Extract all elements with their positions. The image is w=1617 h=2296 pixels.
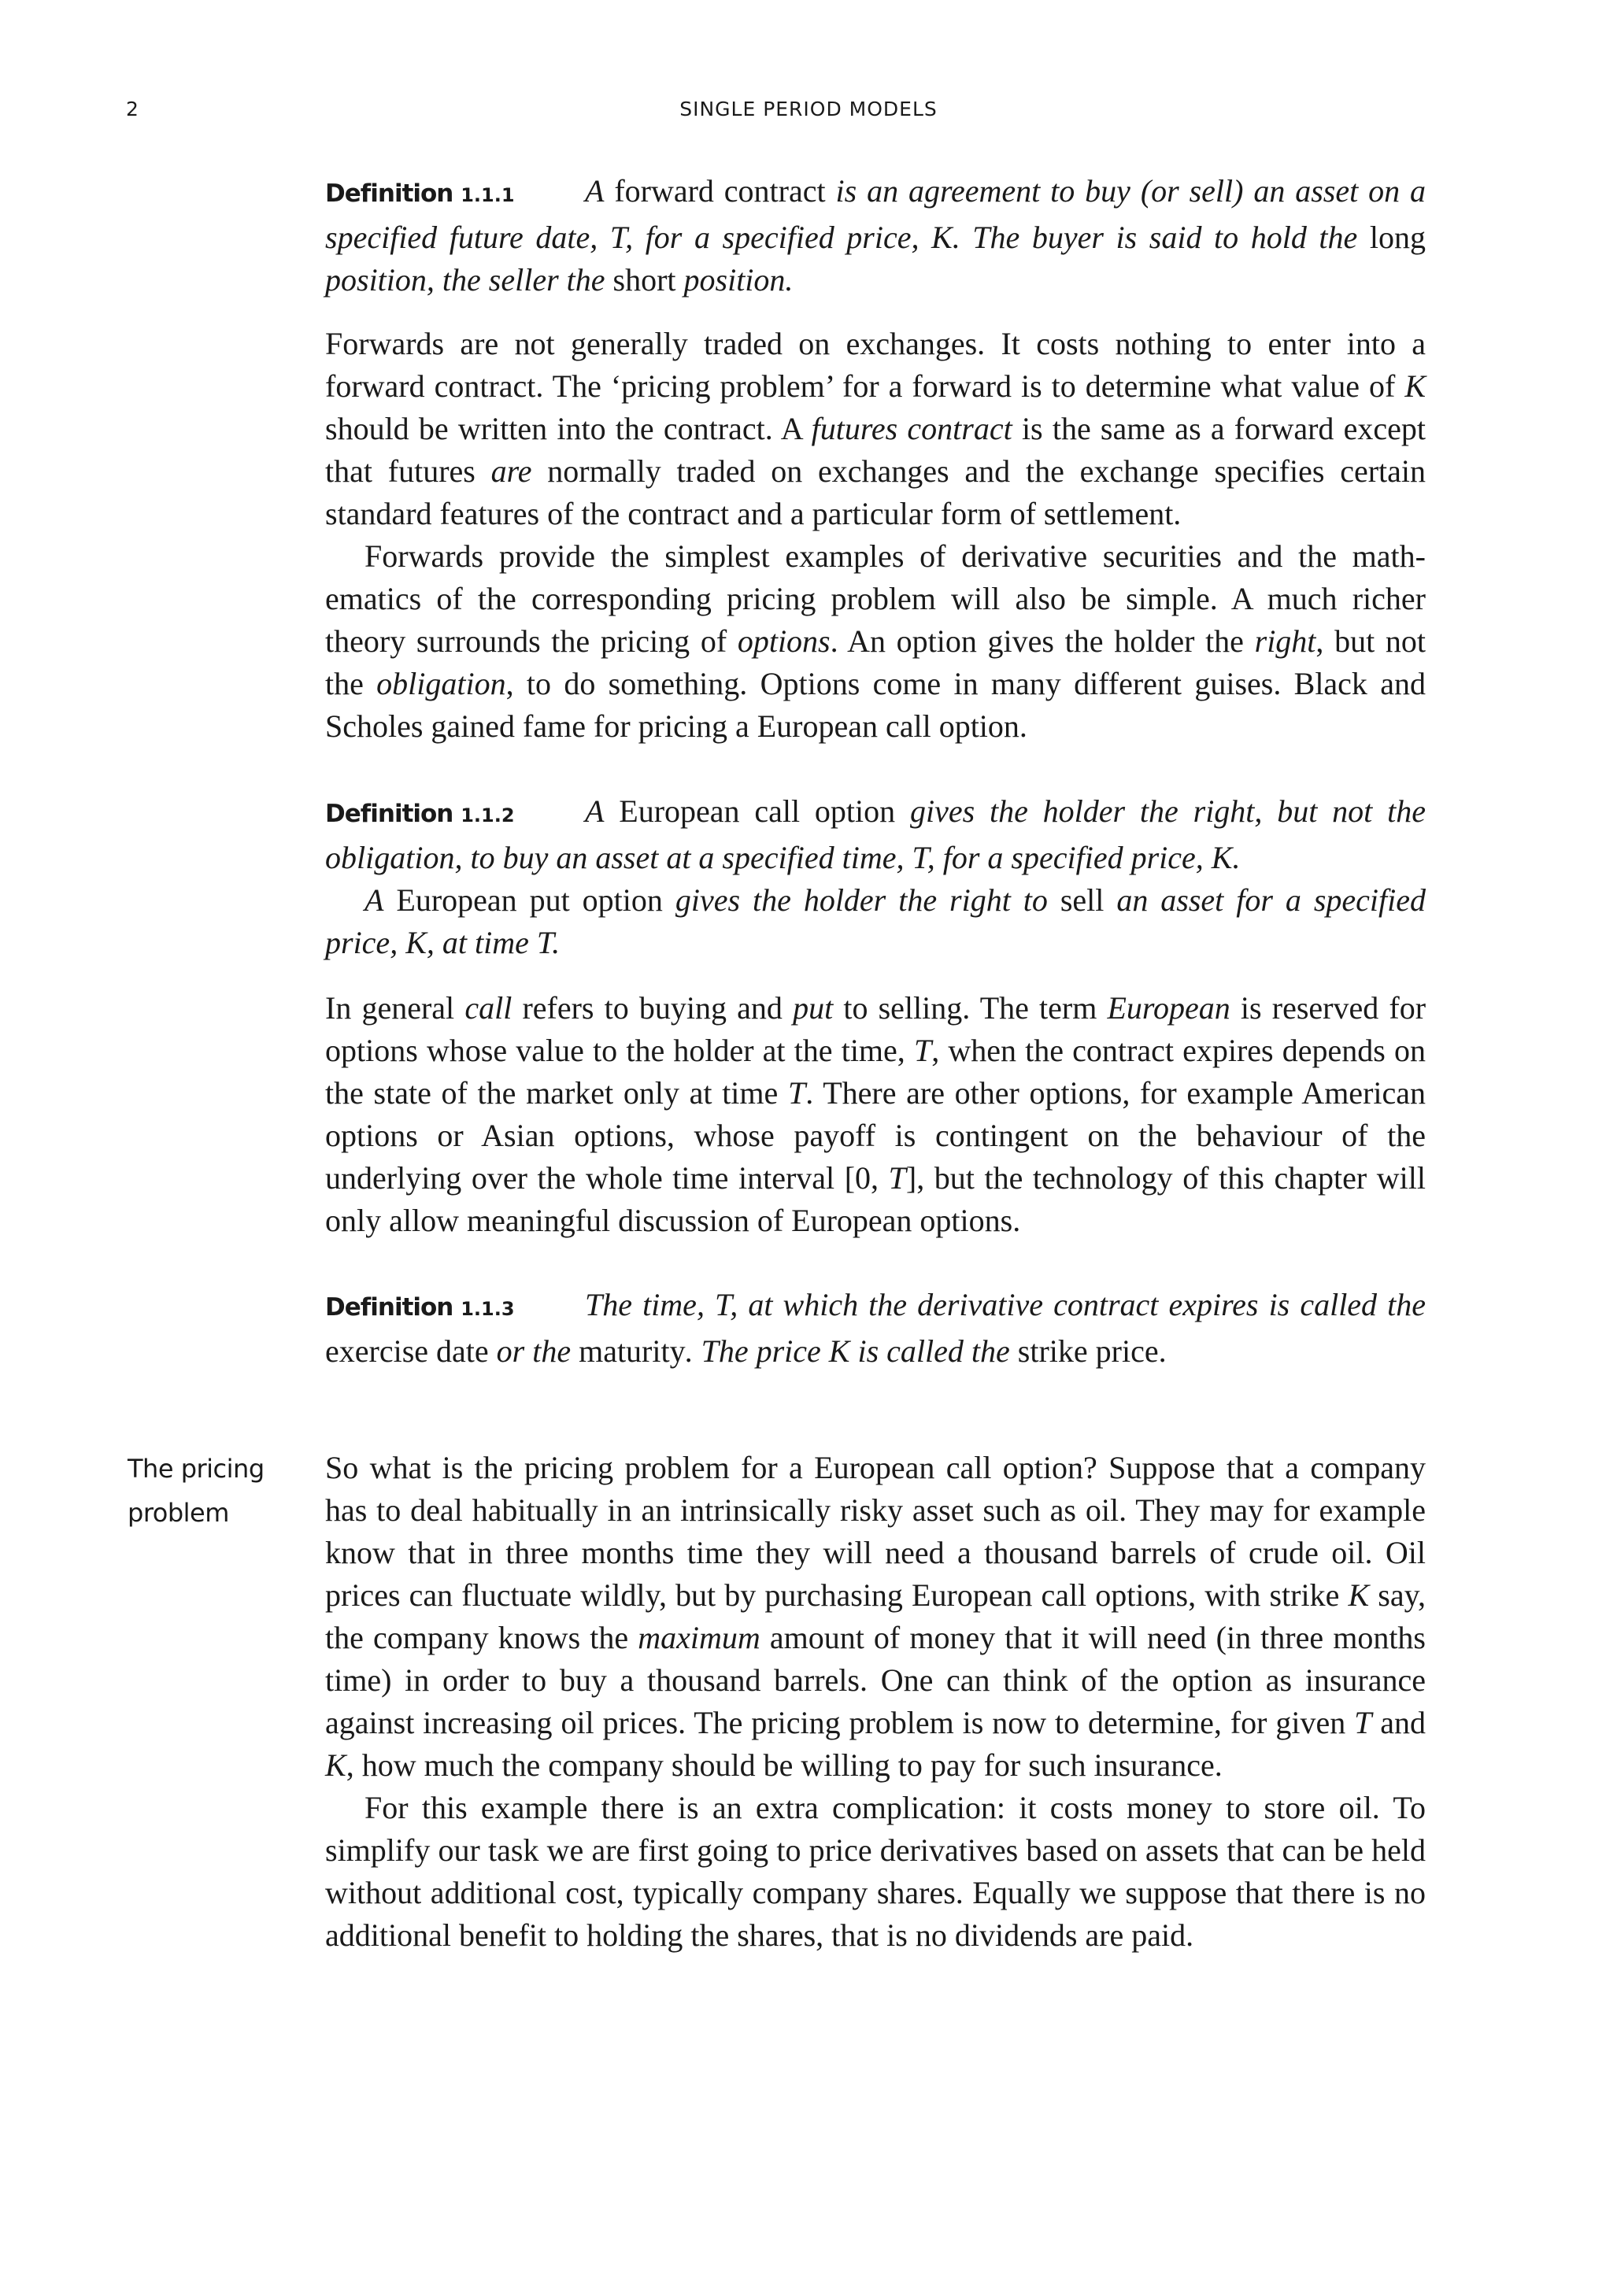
definition-label	[325, 793, 585, 837]
italic-text: K	[1404, 368, 1426, 404]
margin-note	[128, 1447, 265, 1535]
paragraph	[325, 1284, 1426, 1373]
paragraph	[325, 1787, 1426, 1957]
italic-text: or the	[488, 1333, 579, 1369]
italic-text: position, the seller the	[325, 262, 613, 298]
text: should be written into the contract. A	[325, 411, 812, 446]
italic-text: options	[737, 623, 831, 659]
text: Forwards provide the simplest examples of derivative securities and the mathematics of the corresponding pricing problem will also be simple. A much richer theory surrounds the pricing of	[325, 538, 1426, 659]
text: long	[1369, 220, 1426, 255]
definition-number: 1.1.2	[461, 804, 515, 826]
options-paragraph	[325, 987, 1426, 1242]
text: forward contract	[604, 173, 826, 209]
italic-text: K	[325, 1747, 346, 1783]
italic-text: A	[364, 882, 384, 918]
paragraph	[325, 1447, 1426, 1787]
page-number: 2	[126, 98, 139, 120]
definition-word: Definition	[325, 800, 453, 828]
text: . There are other options, for example American options or Asian options, whose payoff is contingent on the behaviour of the underlying over the whole time interval [0,	[325, 1075, 1426, 1196]
italic-text: T	[1354, 1705, 1372, 1740]
italic-text: are	[490, 453, 532, 489]
text: sell	[1060, 882, 1105, 918]
italic-text: maximum	[638, 1620, 760, 1655]
text: Forwards are not generally traded on exchanges. It costs nothing to enter into a forward contract. The ‘pricing problem’ for a forward is to determine what value of	[325, 326, 1426, 404]
italic-text: gives the holder the right, but not the obligation, to buy an asset at a specified time, T, for a specified price, K.	[325, 793, 1426, 875]
forwards-paragraphs	[325, 323, 1426, 748]
italic-text: K	[1348, 1577, 1370, 1613]
definition-label	[325, 1286, 585, 1330]
definition-word: Definition	[325, 179, 453, 208]
definition-number: 1.1.1	[461, 184, 515, 206]
italic-text: A	[585, 173, 605, 209]
text: . An option gives the holder the	[830, 623, 1255, 659]
text: ], but the technology of this chapter will only allow meaningful discussion of European options.	[325, 1160, 1426, 1238]
paragraph	[325, 987, 1426, 1242]
text: exercise date	[325, 1333, 489, 1369]
text: refers to buying and	[512, 990, 794, 1026]
italic-text: futures contract	[811, 411, 1012, 446]
definition-1-1-3	[325, 1284, 1426, 1373]
italic-text: gives the holder the right to	[662, 882, 1060, 918]
definition-label	[325, 172, 585, 216]
italic-text: T	[888, 1160, 906, 1196]
italic-text: T	[787, 1075, 806, 1111]
italic-text: put	[793, 990, 834, 1026]
text: In general	[325, 990, 465, 1026]
italic-text: right	[1254, 623, 1316, 659]
italic-text: . The price K is called the	[685, 1333, 1018, 1369]
text: is the same as a forward except that futures	[325, 411, 1426, 489]
margin-note-line: problem	[128, 1498, 229, 1528]
italic-text: European	[1107, 990, 1230, 1026]
text: is reserved for options whose value to the holder at the time,	[325, 990, 1426, 1068]
paragraph	[325, 535, 1426, 748]
italic-text: The time, T, at which the derivative contract expires is called the	[585, 1287, 1426, 1322]
italic-text: an asset for a specified price, K, at time T.	[325, 882, 1426, 960]
text: and	[1371, 1705, 1426, 1740]
paragraph	[325, 790, 1426, 879]
text: to selling. The term	[833, 990, 1108, 1026]
running-title: SINGLE PERIOD MODELS	[679, 98, 938, 120]
text: strike price.	[1017, 1333, 1167, 1369]
text: normally traded on exchanges and the exchange specifies certain standard features of the contract and a particular form of settlement.	[325, 453, 1426, 531]
italic-text: call	[464, 990, 512, 1026]
paragraph	[325, 323, 1426, 535]
paragraph	[325, 170, 1426, 301]
pricing-problem-paragraphs	[325, 1447, 1426, 1957]
text: European call option	[604, 793, 896, 829]
text: amount of money that it will need (in three months time) in order to buy a thousand barrels. One can think of the option as insurance against increasing oil prices. The pricing problem is now to determine, for given	[325, 1620, 1426, 1740]
italic-text: A	[585, 793, 605, 829]
text: , when the contract expires depends on the state of the market only at time	[325, 1033, 1426, 1111]
definition-1-1-2	[325, 790, 1426, 964]
text: , but not the	[325, 623, 1426, 701]
definition-number: 1.1.3	[461, 1298, 515, 1320]
text: say, the company knows the	[325, 1577, 1426, 1655]
text: European put option	[383, 882, 663, 918]
text: So what is the pricing problem for a European call option? Suppose that a company has to deal habitually in an intrinsically risky asset such as oil. They may for example know that in three months time they will need a thousand barrels of crude oil. Oil prices can fluctuate wildly, but by purchasing European call options, with strike	[325, 1450, 1426, 1613]
text: short	[612, 262, 676, 298]
text: maturity	[579, 1333, 686, 1369]
definition-word: Definition	[325, 1293, 453, 1322]
italic-text: position.	[675, 262, 794, 298]
margin-note-line: The pricing	[128, 1454, 265, 1484]
text: , how much the company should be willing to pay for such insurance.	[346, 1747, 1223, 1783]
text: , to do something. Options come in many different guises. Black and Scholes gained fame for pricing a European call option.	[325, 666, 1426, 744]
text: For this example there is an extra complication: it costs money to store oil. To simplify our task we are first going to price derivatives based on assets that can be held without additional cost, typically company shares. Equally we suppose that there is no additional benefit to holding the shares, that is no dividends are paid.	[325, 1790, 1426, 1953]
definition-1-1-1	[325, 170, 1426, 301]
paragraph	[325, 879, 1426, 964]
italic-text: obligation	[376, 666, 506, 701]
italic-text: is an agreement to buy (or sell) an asset on a specified future date, T, for a specified price, K. The buyer is said to hold the	[325, 173, 1426, 255]
italic-text: T	[913, 1033, 932, 1068]
